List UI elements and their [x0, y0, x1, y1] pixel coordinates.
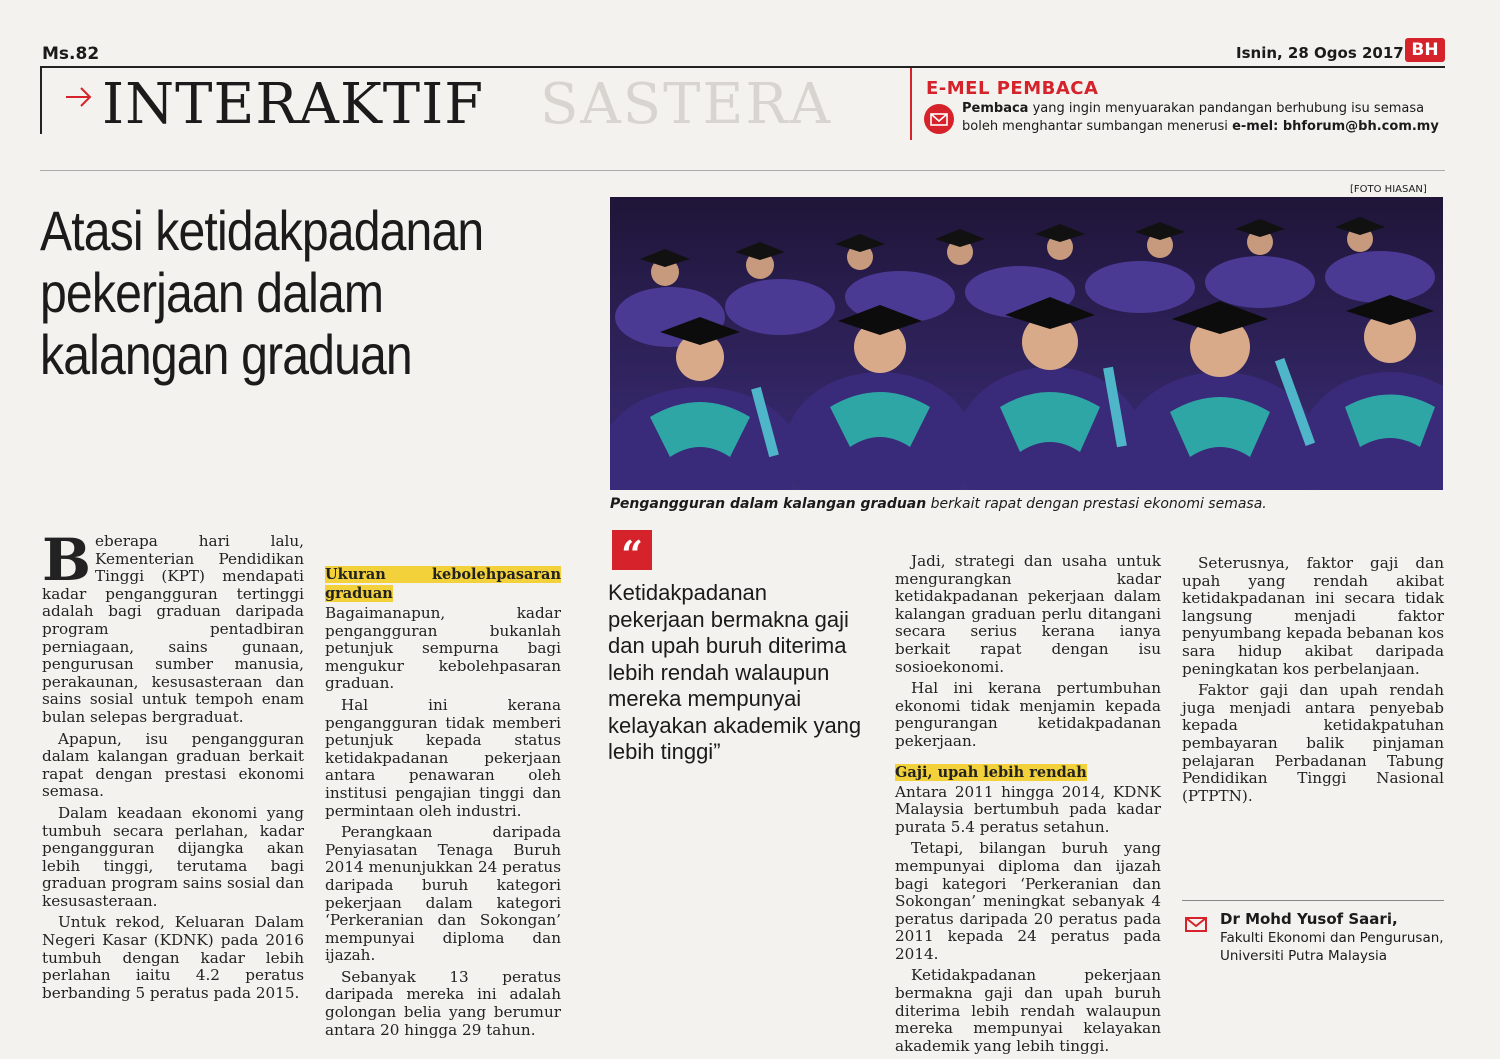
photo-credit: [FOTO HIASAN]: [1350, 184, 1427, 195]
paragraph: Hal ini kerana pertumbuhan ekonomi tidak menjamin kepada pengurangan ketidakpadanan pekerjaan.: [895, 679, 1161, 750]
bleed-through-title: SASTERA: [540, 72, 833, 137]
author-divider: [1182, 900, 1444, 901]
column-4: [1182, 555, 1444, 809]
paragraph-text: eberapa hari lalu, Kementerian Pendidikan Tinggi (KPT) mendapati kadar pengangguran tertinggi adalah bagi graduan daripada program pentadbiran perniagaan, sains gunaan, pengurusan sumber manusia, perakaunan, kesusasteraan dan sains sosial untuk tempoh enam bulan selepas bergraduat.: [42, 532, 304, 726]
paragraph: Bagaimanapun, kadar pengangguran bukanlah petunjuk sempurna bagi mengukur kebolehpasaran graduan.: [325, 604, 561, 693]
paragraph: Ketidakpadanan pekerjaan bermakna gaji dan upah buruh diterima lebih rendah walaupun mereka mempunyai kelayakan akademik yang lebih tinggi.: [895, 966, 1161, 1055]
photo-caption: [610, 496, 1450, 512]
subheading-1: Ukuran kebolehpasaran graduan: [325, 566, 561, 602]
emel-body: yang ingin menyuarakan pandangan berhubung isu semasa boleh menghantar sumbangan menerusi: [962, 101, 1425, 134]
caption-bold: Pengangguran dalam kalangan graduan: [610, 496, 927, 512]
column-3: [895, 553, 1161, 1059]
page-number: Ms.82: [42, 44, 100, 64]
subheading-2: Gaji, upah lebih rendah: [895, 763, 1087, 781]
paragraph: Perangkaan daripada Penyiasatan Tenaga Buruh 2014 menunjukkan 24 peratus daripada buruh kategori pekerjaan dalam kategori ‘Perkeranian dan Sokongan’ mempunyai diploma dan ijazah.: [325, 823, 561, 965]
graduation-photo: [610, 197, 1443, 490]
section-divider: [40, 170, 1445, 171]
paragraph: Dalam keadaan ekonomi yang tumbuh secara perlahan, kadar pengangguran dijangka akan lebih tinggi, terutama bagi graduan program sains sosial dan kesusasteraan.: [42, 803, 304, 910]
paragraph: Tetapi, bilangan buruh yang mempunyai diploma dan ijazah bagi kategori ‘Perkeranian dan Sokongan’ meningkat sebanyak 4 peratus daripada 20 peratus pada 2011 kepada 24 peratus pada 2014.: [895, 839, 1161, 963]
paragraph: Apapun, isu pengangguran dalam kalangan graduan berkait rapat dengan prestasi ekonomi semasa.: [42, 729, 304, 801]
paragraph: Sebanyak 13 peratus daripada mereka ini adalah golongan belia yang berumur antara 20 hingga 29 tahun.: [325, 967, 561, 1039]
mail-icon: [924, 104, 954, 134]
issue-date: Isnin, 28 Ogos 2017: [1236, 44, 1404, 62]
emel-text: [962, 100, 1442, 136]
paragraph: Jadi, strategi dan usaha untuk mengurangkan kadar ketidakpadanan pekerjaan dalam kalangan graduan perlu ditangani secara serius kerana ianya berkait rapat dengan isu sosioekonomi.: [895, 552, 1161, 676]
quote-icon: “: [612, 530, 652, 570]
paragraph: Hal ini kerana pengangguran tidak memberi petunjuk kepada status ketidakpadanan pekerjaan antara penawaran oleh institusi pengajian tinggi dan permintaan oleh industri.: [325, 695, 561, 820]
arrow-right-icon: [64, 82, 94, 112]
column-2: [325, 555, 561, 1043]
emel-address[interactable]: e-mel: bhforum@bh.com.my: [1232, 119, 1439, 134]
paragraph: Seterusnya, faktor gaji dan upah yang rendah akibat ketidakpadanan ini secara tidak langsung menjadi faktor penyumbang kepada bebanan kos sara hidup akibat daripada peningkatan kos perbelanjaan.: [1182, 554, 1445, 678]
emel-lead: Pembaca: [962, 101, 1029, 116]
section-rule: [40, 68, 42, 134]
bh-logo: BH: [1405, 38, 1445, 62]
section-title: INTERAKTIF: [102, 72, 485, 137]
mail-icon: [1182, 910, 1210, 938]
paragraph: Untuk rekod, Keluaran Dalam Negeri Kasar (KDNK) pada 2016 tumbuh dengan kadar lebih perlahan iaitu 4.2 peratus berbanding 5 peratus pada 2015.: [42, 913, 304, 1002]
caption-rest: berkait rapat dengan prestasi ekonomi semasa.: [926, 496, 1267, 512]
emel-title: E-MEL PEMBACA: [926, 78, 1099, 99]
author-name: Dr Mohd Yusof Saari,: [1220, 910, 1398, 928]
drop-cap: B: [42, 526, 92, 594]
headline: Atasi ketidakpadanan pekerjaan dalam kalangan graduan: [40, 199, 484, 386]
paragraph: [42, 526, 304, 727]
author-affiliation: Fakulti Ekonomi dan Pengurusan, Universiti Putra Malaysia: [1220, 930, 1444, 964]
paragraph: Faktor gaji dan upah rendah juga menjadi antara penyebab kepada ketidakpatuhan pembayaran balik pinjaman pelajaran Perbadanan Tabung Pendidikan Tinggi Nasional (PTPTN).: [1182, 681, 1444, 805]
pull-quote: Ketidakpadanan pekerjaan bermakna gaji dan upah buruh diterima lebih rendah walaupun mereka mempunyai kelayakan akademik yang lebih tinggi”: [608, 580, 862, 764]
paragraph: Antara 2011 hingga 2014, KDNK Malaysia bertumbuh pada kadar purata 5.4 peratus setahun.: [895, 782, 1161, 836]
column-1: [42, 526, 304, 1006]
